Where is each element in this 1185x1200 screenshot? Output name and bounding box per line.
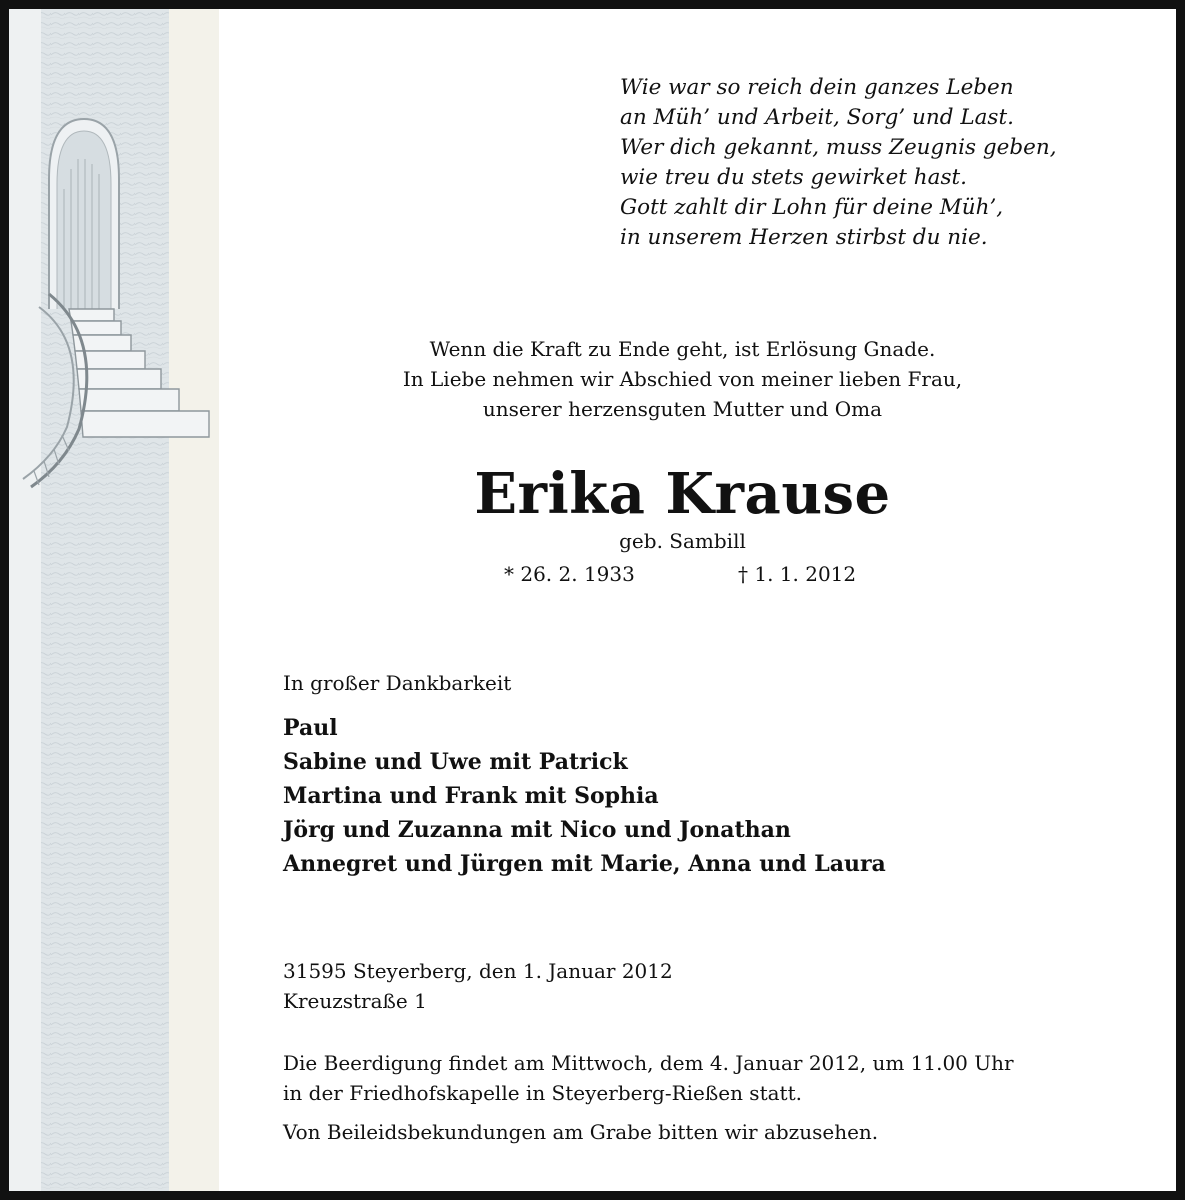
farewell-intro xyxy=(239,334,1126,424)
intro-line: unserer herzensguten Mutter und Oma xyxy=(482,397,883,421)
gratitude-line: In großer Dankbarkeit xyxy=(283,671,512,695)
birth-date: * 26. 2. 1933 xyxy=(504,562,635,586)
address-block xyxy=(283,956,673,1016)
staircase-archway-illustration xyxy=(9,9,219,1191)
poem-line: Gott zahlt dir Lohn für deine Müh’, xyxy=(620,195,1004,220)
death-date: † 1. 1. 2012 xyxy=(738,562,857,586)
birth-name: geb. Sambill xyxy=(619,529,746,553)
poem-line: an Müh’ und Arbeit, Sorg’ und Last. xyxy=(620,105,1014,130)
poem-line: Wie war so reich dein ganzes Leben xyxy=(620,75,1014,100)
intro-line: In Liebe nehmen wir Abschied von meiner lieben Frau, xyxy=(402,367,963,391)
mourner-entry: Sabine und Uwe mit Patrick xyxy=(283,749,628,775)
mourner-entry: Annegret und Jürgen mit Marie, Anna und Laura xyxy=(283,851,886,877)
mourners-list xyxy=(283,711,886,881)
poem-line: wie treu du stets gewirket hast. xyxy=(620,165,967,190)
condolence-note: Von Beileidsbekundungen am Grabe bitten wir abzusehen. xyxy=(283,1120,879,1144)
poem xyxy=(620,73,1057,253)
mourner-entry: Jörg und Zuzanna mit Nico und Jonathan xyxy=(283,817,791,843)
funeral-line: Die Beerdigung findet am Mittwoch, dem 4. Januar 2012, um 11.00 Uhr xyxy=(283,1051,1014,1075)
poem-line: in unserem Herzen stirbst du nie. xyxy=(620,225,988,250)
mourner-entry: Martina und Frank mit Sophia xyxy=(283,783,659,809)
deceased-name: Erika Krause xyxy=(474,461,891,527)
place-date: 31595 Steyerberg, den 1. Januar 2012 xyxy=(283,959,673,983)
poem-line: Wer dich gekannt, muss Zeugnis geben, xyxy=(620,135,1057,160)
funeral-line: in der Friedhofskapelle in Steyerberg-Rießen statt. xyxy=(283,1081,802,1105)
intro-line: Wenn die Kraft zu Ende geht, ist Erlösung Gnade. xyxy=(429,337,936,361)
street-address: Kreuzstraße 1 xyxy=(283,989,427,1013)
mourner-entry: Paul xyxy=(283,715,338,741)
funeral-info xyxy=(283,1048,1014,1108)
